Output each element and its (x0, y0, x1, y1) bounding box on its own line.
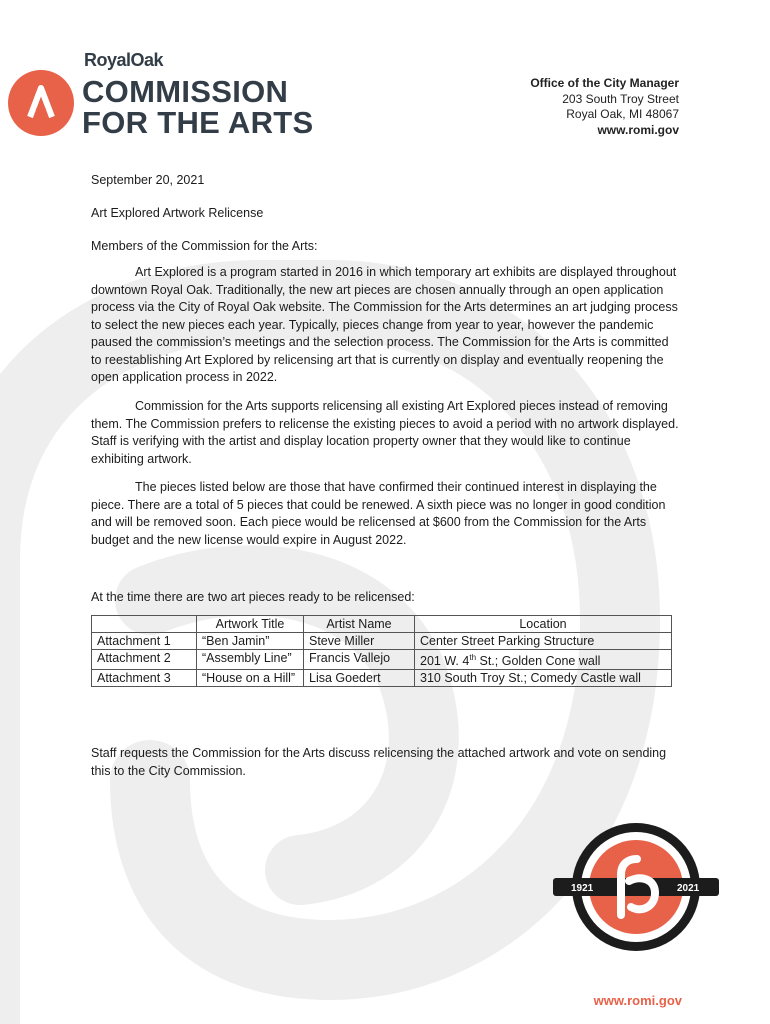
ordinal-suffix: th (469, 653, 477, 662)
office-website: www.romi.gov (597, 122, 679, 137)
table-row (92, 670, 672, 687)
paragraph-pieces-summary: The pieces listed below are those that have confirmed their continued interest in displaying the piece. There are a total of 5 pieces that could be renewed. A sixth piece was no longer in good condition and will be removed soon. Each piece would be relicensed at $600 from the Commission for the Arts budget and the new license would expire in August 2022. (91, 480, 666, 547)
cell-title: “Ben Jamin” (197, 633, 304, 650)
table-row (92, 633, 672, 650)
artwork-table (91, 615, 672, 687)
closing-request: Staff requests the Commission for the Arts discuss relicensing the attached artwork and vote on sending this to the City Commission. (91, 746, 667, 778)
brand-city-name: RoyalOak (84, 50, 164, 70)
table-header-artist: Artist Name (304, 616, 415, 633)
commission-arts-logo-icon (8, 70, 74, 136)
table-row (92, 650, 672, 670)
location-text-rest: St.; Golden Cone wall (476, 654, 601, 669)
seal-year-right: 2021 (677, 883, 700, 894)
address-street: 203 South Troy Street (562, 91, 679, 106)
paragraph-program-overview: Art Explored is a program started in 2016 in which temporary art exhibits are displayed throughout downtown Royal Oak. Traditionally, the new art pieces are chosen annually through an open application process via the City of Royal Oak website. The Commission for the Arts determines an art judging process to select the new pieces each year. Typically, pieces change from year to year, however the pandemic paused the commission’s meetings and the selection process. The Commission for the Arts is committed to reestablishing Art Explored by relicensing art that is currently on display and eventually reopening the open application process in 2022. (91, 265, 678, 384)
cell-attachment: Attachment 1 (92, 633, 197, 650)
office-title: Office of the City Manager (530, 76, 679, 90)
table-header-title: Artwork Title (197, 616, 304, 633)
footer-website: www.romi.gov (593, 993, 682, 1008)
cell-location (415, 650, 672, 670)
centennial-seal-icon (553, 823, 719, 951)
brand-title-line2: FOR THE ARTS (82, 105, 314, 140)
location-text: 201 W. 4 (420, 654, 470, 669)
table-lead-in: At the time there are two art pieces ready to be relicensed: (91, 590, 415, 604)
cell-attachment: Attachment 2 (92, 650, 197, 670)
cell-artist: Lisa Goedert (304, 670, 415, 687)
address-city: Royal Oak, MI 48067 (566, 107, 679, 121)
paragraph-relicensing-support: Commission for the Arts supports relicensing all existing Art Explored pieces instead of removing them. The Commission prefers to relicense the existing pieces to avoid a period with no artwork displayed. Staff is verifying with the artist and display location property owner that they would like to continue exhibiting artwork. (91, 399, 679, 466)
cell-title: “House on a Hill” (197, 670, 304, 687)
brand-title-line1: COMMISSION (82, 74, 289, 109)
office-address-block (530, 76, 679, 138)
table-header-attachment (92, 616, 197, 633)
cell-location: 310 South Troy St.; Comedy Castle wall (415, 670, 672, 687)
table-header-row (92, 616, 672, 633)
cell-title: “Assembly Line” (197, 650, 304, 670)
seal-year-left: 1921 (571, 883, 594, 894)
letter-date: September 20, 2021 (91, 173, 205, 187)
cell-location: Center Street Parking Structure (415, 633, 672, 650)
cell-artist: Steve Miller (304, 633, 415, 650)
letter-subject: Art Explored Artwork Relicense (91, 206, 264, 220)
table-header-location: Location (415, 616, 672, 633)
letter-salutation: Members of the Commission for the Arts: (91, 239, 318, 253)
cell-artist: Francis Vallejo (304, 650, 415, 670)
cell-attachment: Attachment 3 (92, 670, 197, 687)
